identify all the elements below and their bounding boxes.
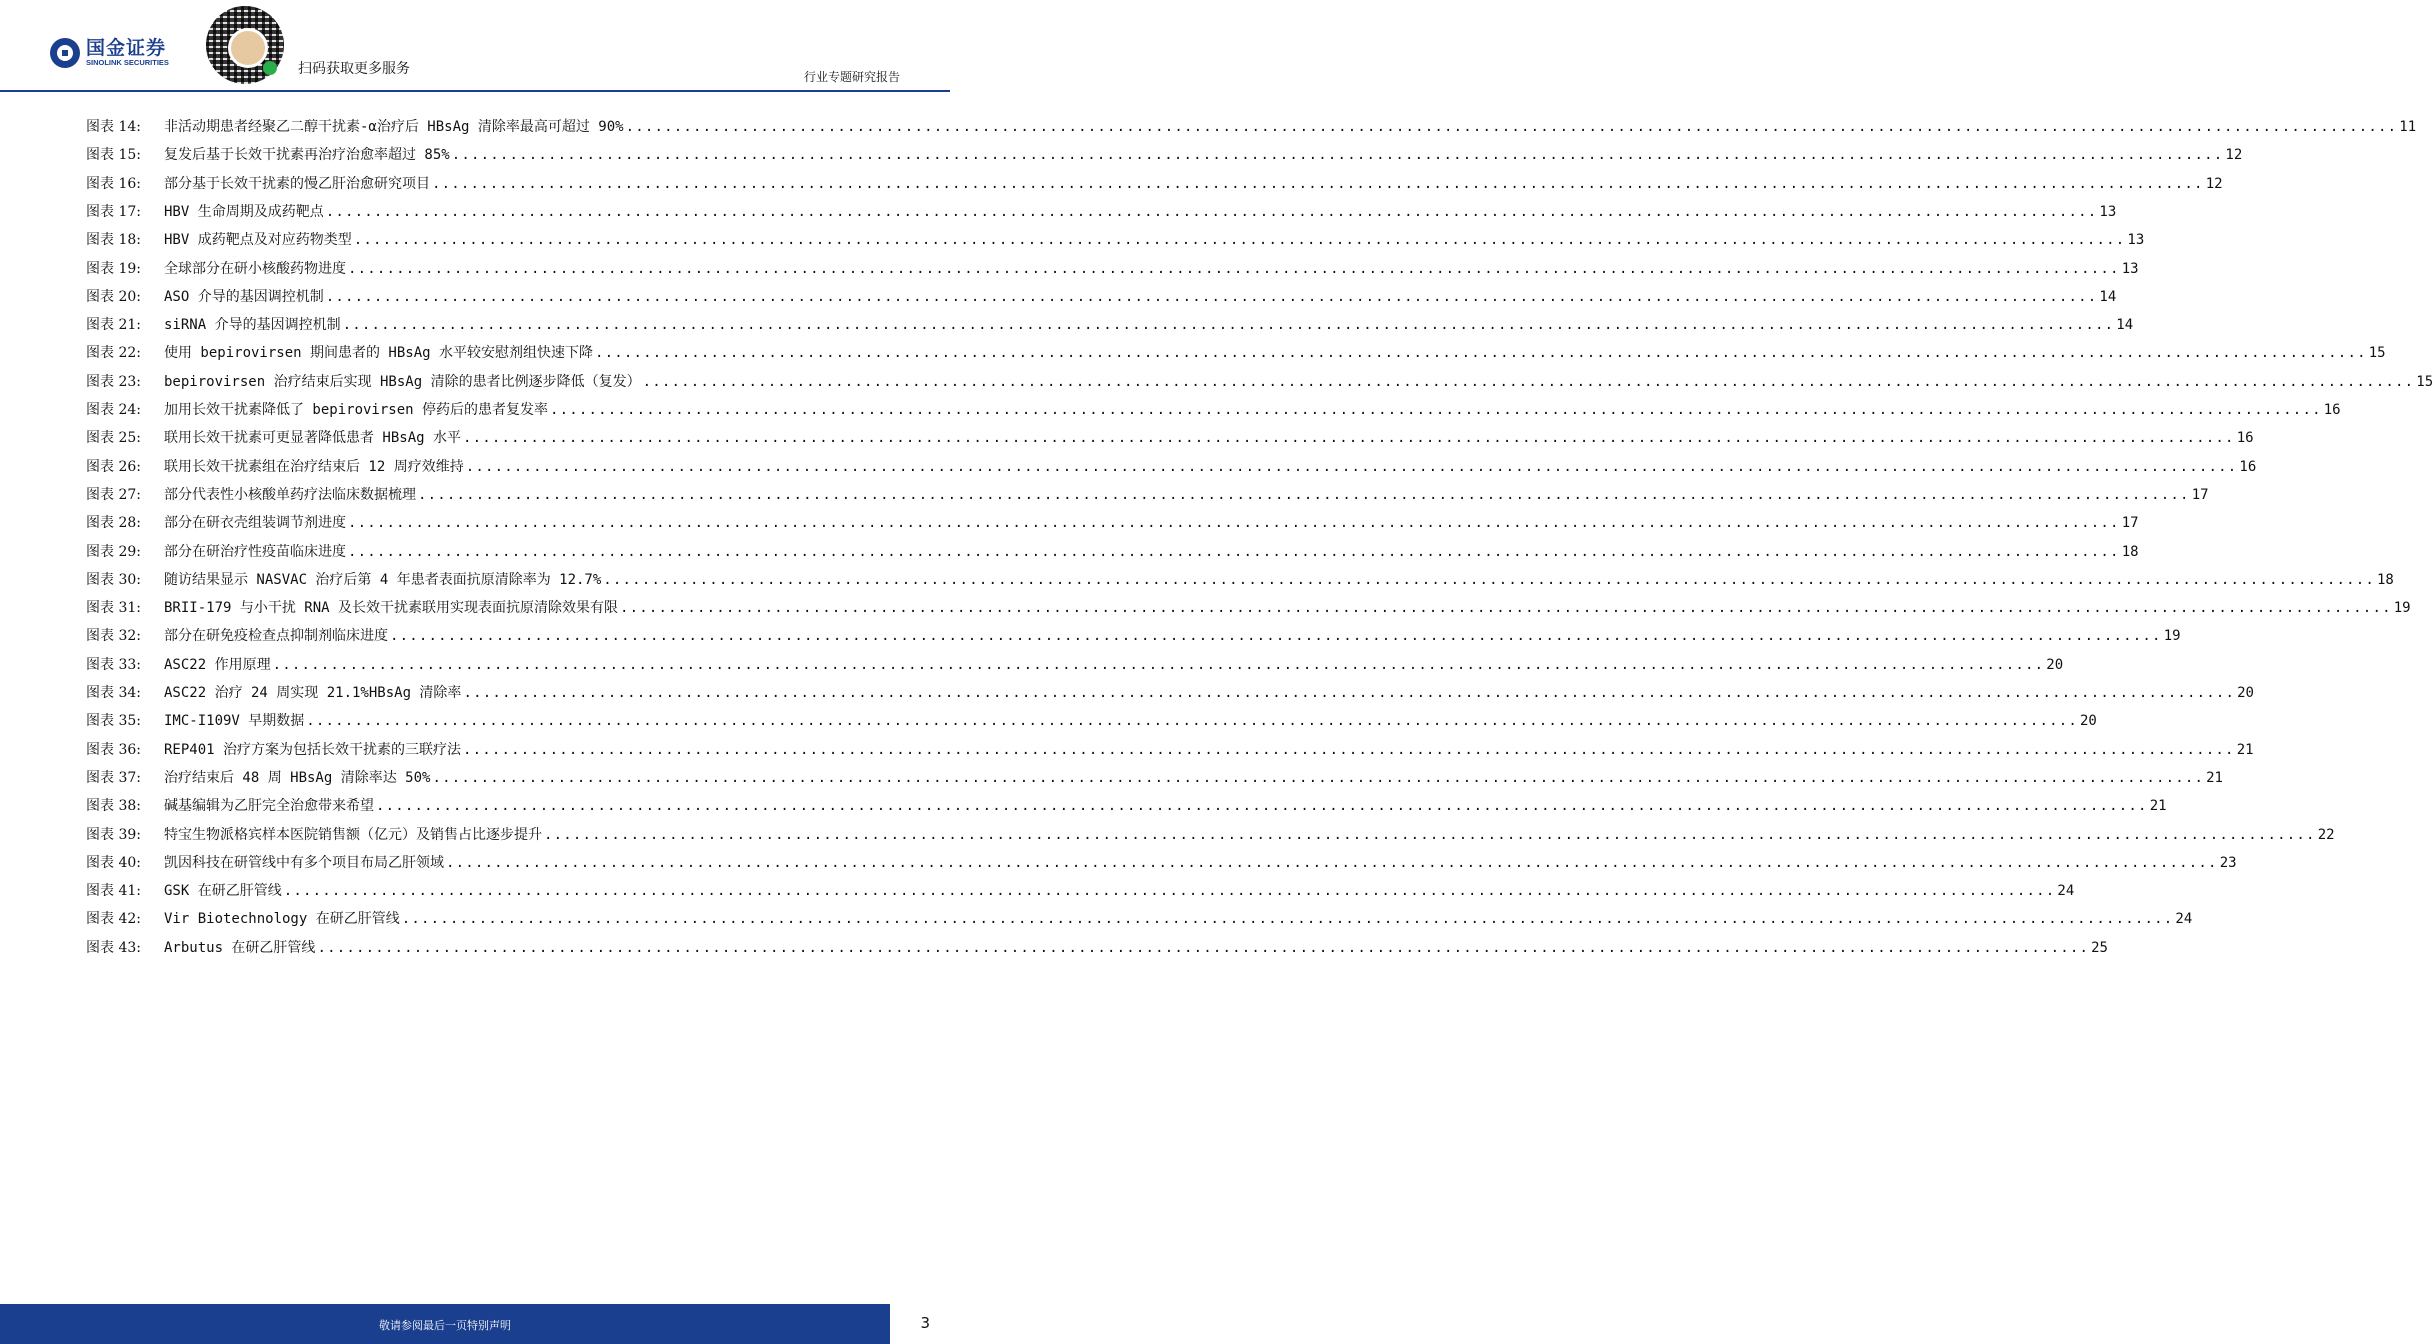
toc-entry-label: 图表 18: xyxy=(86,232,141,249)
toc-entry[interactable] xyxy=(86,201,2117,221)
toc-entry-title: 凯因科技在研管线中有多个项目布局乙肝领域 xyxy=(164,854,444,871)
toc-entry-page: 11 xyxy=(2399,119,2417,135)
toc-entry-title: ASO 介导的基因调控机制 xyxy=(164,288,324,305)
toc-entry-title: bepirovirsen 治疗结束后实现 HBsAg 清除的患者比例逐步降低（复发） xyxy=(164,373,641,390)
logo-en-text: SINOLINK SECURITIES xyxy=(86,58,169,67)
toc-entry-page: 20 xyxy=(2046,656,2064,673)
toc-entry-page: 18 xyxy=(2376,571,2394,588)
toc-entry-page: 13 xyxy=(2121,260,2139,277)
page-header xyxy=(0,0,950,92)
toc-entry-page: 21 xyxy=(2236,741,2254,758)
toc-leader-dots xyxy=(284,883,2056,899)
toc-entry-title: HBV 成药靶点及对应药物类型 xyxy=(164,232,352,249)
toc-entry-page: 19 xyxy=(2393,600,2411,617)
toc-entry-label: 图表 28: xyxy=(86,515,141,532)
toc-entry-label: 图表 24: xyxy=(86,402,141,418)
toc-entry-title: 部分在研衣壳组装调节剂进度 xyxy=(164,515,346,532)
toc-entry-title: 碱基编辑为乙肝完全治愈带来希望 xyxy=(164,798,374,815)
toc-entry[interactable] xyxy=(86,710,2097,730)
toc-entry-title: IMC-I109V 早期数据 xyxy=(164,713,305,730)
toc-entry[interactable] xyxy=(86,144,2243,164)
toc-leader-dots xyxy=(348,515,2120,531)
toc-entry[interactable] xyxy=(86,880,2075,900)
toc-entry-label: 图表 25: xyxy=(86,430,141,447)
logo-cn-text: 国金证券 xyxy=(86,37,167,59)
mini-program-icon xyxy=(263,61,277,75)
toc-leader-dots xyxy=(376,798,2148,814)
toc-entry[interactable] xyxy=(86,682,2254,702)
toc-leader-dots xyxy=(463,685,2235,701)
toc-entry[interactable] xyxy=(86,229,2145,249)
toc-entry[interactable] xyxy=(86,541,2139,561)
toc-leader-dots xyxy=(626,119,2398,135)
toc-entry[interactable] xyxy=(86,654,2064,674)
toc-entry-page: 18 xyxy=(2121,543,2139,560)
toc-entry[interactable] xyxy=(86,937,2108,957)
toc-entry-label: 图表 31: xyxy=(86,600,141,617)
qr-center-logo xyxy=(228,28,268,68)
footer-bar xyxy=(0,1304,890,1344)
toc-entry-title: 全球部分在研小核酸药物进度 xyxy=(164,260,346,277)
toc-entry-title: 加用长效干扰素降低了 bepirovirsen 停药后的患者复发率 xyxy=(164,402,549,418)
toc-leader-dots xyxy=(452,147,2224,163)
toc-leader-dots xyxy=(595,345,2367,361)
toc-entry-title: 使用 bepirovirsen 期间患者的 HBsAg 水平较安慰剂组快速下降 xyxy=(164,345,594,362)
toc-entry-page: 21 xyxy=(2206,769,2223,786)
toc-entry-label: 图表 16: xyxy=(86,175,141,192)
qr-code-icon xyxy=(206,6,284,84)
toc-leader-dots xyxy=(306,713,2078,729)
toc-leader-dots xyxy=(317,940,2089,956)
toc-entry[interactable] xyxy=(86,824,2335,844)
toc-entry-label: 图表 22: xyxy=(86,345,141,362)
toc-entry[interactable] xyxy=(86,116,2417,136)
toc-leader-dots xyxy=(418,487,2190,503)
toc-entry-page: 22 xyxy=(2317,826,2335,843)
toc-leader-dots xyxy=(273,657,2045,673)
toc-leader-dots xyxy=(343,317,2115,333)
toc-entry-label: 图表 23: xyxy=(86,373,141,390)
toc-leader-dots xyxy=(463,742,2235,758)
toc-entry-title: 非活动期患者经聚乙二醇干扰素-α治疗后 HBsAg 清除率最高可超过 90% xyxy=(164,119,624,135)
toc-entry-label: 图表 29: xyxy=(86,543,141,560)
toc-entry-title: BRII-179 与小干扰 RNA 及长效干扰素联用实现表面抗原清除效果有限 xyxy=(164,600,619,617)
toc-entry-label: 图表 17: xyxy=(86,203,141,220)
toc-entry-page: 21 xyxy=(2149,798,2167,815)
toc-leader-dots xyxy=(463,430,2235,446)
toc-leader-dots xyxy=(544,827,2316,843)
toc-entry-label: 图表 19: xyxy=(86,260,141,277)
toc-entry-label: 图表 36: xyxy=(86,741,141,758)
toc-entry-page: 17 xyxy=(2191,486,2209,503)
toc-entry-label: 图表 33: xyxy=(86,656,141,673)
logo-icon xyxy=(50,38,80,68)
toc-entry[interactable] xyxy=(86,484,2209,504)
toc-leader-dots xyxy=(620,600,2392,616)
company-logo xyxy=(50,38,169,68)
toc-entry-page: 12 xyxy=(2225,147,2243,164)
toc-entry-title: REP401 治疗方案为包括长效干扰素的三联疗法 xyxy=(164,741,461,758)
toc-leader-dots xyxy=(550,402,2322,418)
toc-leader-dots xyxy=(390,628,2162,644)
toc-entry[interactable] xyxy=(86,625,2181,645)
toc-entry-page: 25 xyxy=(2091,939,2108,956)
toc-entry-label: 图表 39: xyxy=(86,826,141,843)
toc-entry-label: 图表 41: xyxy=(86,883,141,900)
toc-entry-page: 16 xyxy=(2239,458,2257,475)
toc-entry-page: 14 xyxy=(2116,317,2134,334)
page-number: 3 xyxy=(920,1314,930,1332)
toc-entry[interactable] xyxy=(86,258,2139,278)
toc-entry-label: 图表 27: xyxy=(86,486,141,503)
toc-entry-title: 部分在研治疗性疫苗临床进度 xyxy=(164,543,346,560)
toc-entry-title: Arbutus 在研乙肝管线 xyxy=(164,939,316,956)
toc-leader-dots xyxy=(432,770,2204,786)
toc-entry-page: 16 xyxy=(2323,402,2341,418)
toc-entry-page: 23 xyxy=(2219,854,2237,871)
toc-entry-title: 部分在研免疫检查点抑制剂临床进度 xyxy=(164,628,388,645)
toc-entry-label: 图表 15: xyxy=(86,147,141,164)
toc-entry[interactable] xyxy=(86,173,2223,193)
toc-entry-title: ASC22 治疗 24 周实现 21.1%HBsAg 清除率 xyxy=(164,685,462,701)
toc-entry[interactable] xyxy=(86,427,2254,447)
toc-entry-label: 图表 40: xyxy=(86,854,141,871)
toc-leader-dots xyxy=(348,261,2120,277)
toc-leader-dots xyxy=(348,544,2120,560)
toc-entry[interactable] xyxy=(86,569,2394,589)
toc-entry-page: 16 xyxy=(2236,430,2254,447)
toc-entry-label: 图表 37: xyxy=(86,769,141,786)
toc-entry[interactable] xyxy=(86,795,2167,815)
toc-entry-page: 12 xyxy=(2205,175,2223,192)
toc-leader-dots xyxy=(354,232,2126,248)
toc-leader-dots xyxy=(603,572,2375,588)
header-divider xyxy=(0,90,950,92)
toc-entry[interactable] xyxy=(86,371,2433,391)
toc-entry-label: 图表 38: xyxy=(86,798,141,815)
toc-entry-title: 随访结果显示 NASVAC 治疗后第 4 年患者表面抗原清除率为 12.7% xyxy=(164,571,602,588)
toc-leader-dots xyxy=(446,855,2218,871)
toc-entry-page: 13 xyxy=(2127,232,2145,249)
report-type: 行业专题研究报告 xyxy=(803,70,900,84)
toc-entry-title: 联用长效干扰素可更显著降低患者 HBsAg 水平 xyxy=(164,430,461,447)
toc-entry-title: 联用长效干扰素组在治疗结束后 12 周疗效维持 xyxy=(164,458,464,475)
toc-entry-label: 图表 21: xyxy=(86,317,141,334)
toc-entry-label: 图表 30: xyxy=(86,571,141,588)
toc-leader-dots xyxy=(643,374,2415,390)
toc-entry-title: Vir Biotechnology 在研乙肝管线 xyxy=(164,911,400,928)
toc-entry-label: 图表 43: xyxy=(86,939,141,956)
toc-leader-dots xyxy=(466,459,2238,475)
toc-entry-label: 图表 34: xyxy=(86,685,141,701)
toc-entry-page: 15 xyxy=(2368,345,2386,362)
toc-entry-title: ASC22 作用原理 xyxy=(164,656,271,673)
toc-leader-dots xyxy=(326,289,2098,305)
toc-entry-label: 图表 32: xyxy=(86,628,141,645)
toc-entry-title: siRNA 介导的基因调控机制 xyxy=(164,317,341,334)
toc-entry[interactable] xyxy=(86,739,2254,759)
toc-entry[interactable] xyxy=(86,456,2257,476)
toc-entry-label: 图表 35: xyxy=(86,713,141,730)
toc-entry-page: 17 xyxy=(2121,515,2139,532)
toc-entry-page: 15 xyxy=(2416,373,2433,390)
toc-entry[interactable] xyxy=(86,908,2193,928)
toc-entry[interactable] xyxy=(86,314,2134,334)
toc-entry-label: 图表 42: xyxy=(86,911,141,928)
toc-entry-page: 20 xyxy=(2079,713,2097,730)
toc-entry[interactable] xyxy=(86,512,2139,532)
toc-entry-page: 24 xyxy=(2057,883,2075,900)
toc-entry-title: 复发后基于长效干扰素再治疗治愈率超过 85% xyxy=(164,147,450,164)
toc-entry[interactable] xyxy=(86,597,2411,617)
toc-leader-dots xyxy=(402,911,2174,927)
toc-entry-page: 24 xyxy=(2175,911,2193,928)
toc-leader-dots xyxy=(432,176,2204,192)
toc-entry-title: 部分基于长效干扰素的慢乙肝治愈研究项目 xyxy=(164,175,430,192)
toc-entry[interactable] xyxy=(86,852,2237,872)
toc-entry-page: 13 xyxy=(2099,203,2117,220)
toc-entry-page: 14 xyxy=(2099,288,2117,305)
footer-disclaimer: 敬请参阅最后一页特别声明 xyxy=(379,1319,511,1332)
toc-entry[interactable] xyxy=(86,399,2341,419)
toc-leader-dots xyxy=(326,204,2098,220)
toc-entry[interactable] xyxy=(86,286,2117,306)
toc-entry-title: GSK 在研乙肝管线 xyxy=(164,883,282,900)
scan-prompt: 扫码获取更多服务 xyxy=(298,61,410,77)
toc-entry[interactable] xyxy=(86,767,2223,787)
toc-entry-label: 图表 26: xyxy=(86,458,141,475)
toc-entry-title: 特宝生物派格宾样本医院销售额（亿元）及销售占比逐步提升 xyxy=(164,826,542,843)
toc-entry-label: 图表 20: xyxy=(86,288,141,305)
toc-entry[interactable] xyxy=(86,342,2386,362)
toc-entry-title: 部分代表性小核酸单药疗法临床数据梳理 xyxy=(164,486,416,503)
toc-entry-label: 图表 14: xyxy=(86,119,141,135)
toc-entry-page: 20 xyxy=(2237,685,2254,701)
toc-entry-title: HBV 生命周期及成药靶点 xyxy=(164,203,324,220)
toc-entry-page: 19 xyxy=(2163,628,2181,645)
toc-entry-title: 治疗结束后 48 周 HBsAg 清除率达 50% xyxy=(164,769,431,786)
